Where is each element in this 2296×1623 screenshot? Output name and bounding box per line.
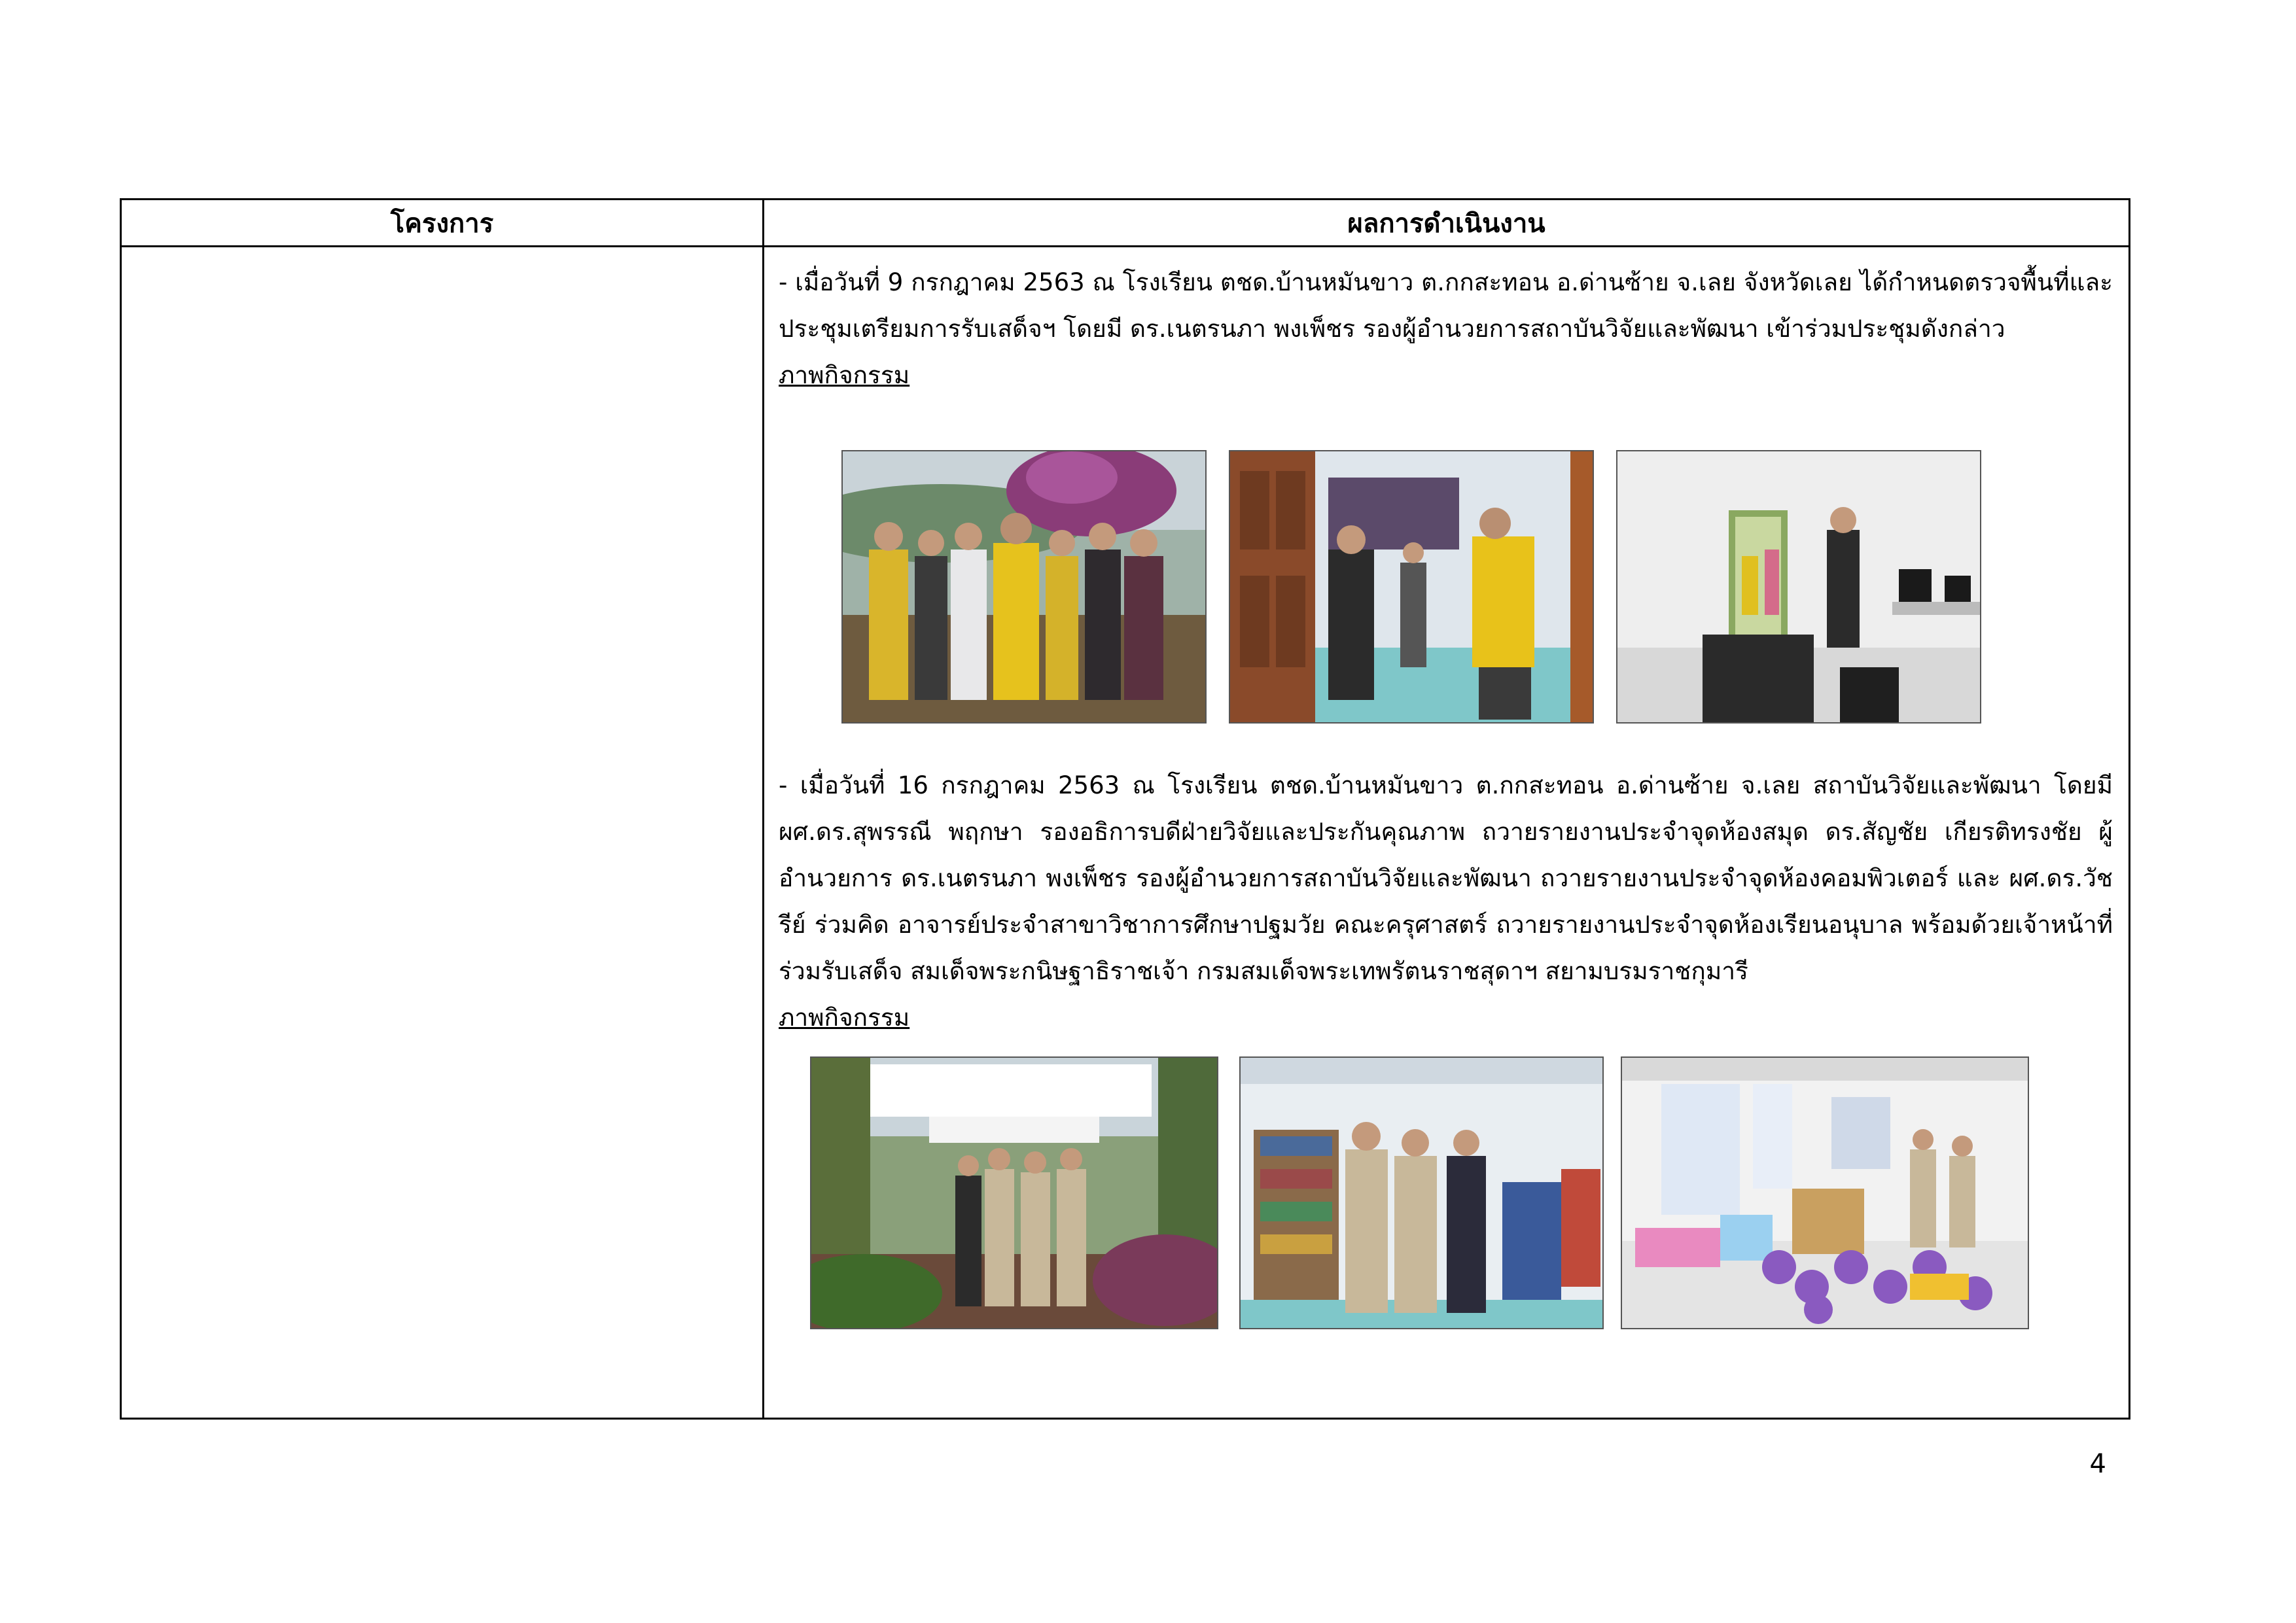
table-header-row xyxy=(121,200,2130,247)
table-row xyxy=(121,247,2130,1419)
section2-caption: ภาพกิจกรรม xyxy=(779,1003,910,1032)
header-project: โครงการ xyxy=(121,200,764,247)
activity-photo-doorway xyxy=(1229,450,1594,724)
result-cell xyxy=(764,247,2130,1419)
section1-photo-row xyxy=(779,398,2113,762)
header-result: ผลการดำเนินงาน xyxy=(764,200,2130,247)
activity-photo-group-outdoor xyxy=(841,450,1207,724)
page-number: 4 xyxy=(2089,1449,2106,1479)
activity-photo-library xyxy=(1239,1056,1604,1329)
section2-text: - เมื่อวันที่ 16 กรกฎาคม 2563 ณ โรงเรียน ตชด.บ้านหมันขาว ต.กกสะทอน อ.ด่านซ้าย จ.เลย สถาบันวิจัยและพัฒนา โดยมี ผศ.ดร.สุพรรณี พฤกษา รองอธิการบดีฝ่ายวิจัยและประกันคุณภาพ ถวายรายงานประจำจุดห้องสมุด ดร.สัญชัย เกียรติทรงชัย ผู้อำนวยการ ดร.เนตรนภา พงเพ็ชร รองผู้อำนวยการสถาบันวิจัยและพัฒนา ถวายรายงานประจำจุดห้องคอมพิวเตอร์ และ ผศ.ดร.วัชรีย์ ร่วมคิด อาจารย์ประจำสาขาวิชาการศึกษาปฐมวัย คณะครุศาสตร์ ถวายรายงานประจำจุดห้องเรียนอนุบาล พร้อมด้วยเจ้าหน้าที่ ร่วมรับเสด็จ สมเด็จพระกนิษฐาธิราชเจ้า กรมสมเด็จพระเทพรัตนราชสุดาฯ สยามบรมราชกุมารี xyxy=(779,771,2113,985)
activity-photo-kindergarten xyxy=(1621,1056,2029,1329)
section2-photo-row xyxy=(779,1041,2113,1355)
activity-photo-school-sign xyxy=(810,1056,1218,1329)
activity-photo-computer-room xyxy=(1616,450,1981,724)
section1-text: - เมื่อวันที่ 9 กรกฎาคม 2563 ณ โรงเรียน ตชด.บ้านหมันขาว ต.กกสะทอน อ.ด่านซ้าย จ.เลย จังหวัดเลย ได้กำหนดตรวจพื้นที่และประชุมเตรียมการรับเสด็จฯ โดยมี ดร.เนตรนภา พงเพ็ชร รองผู้อำนวยการสถาบันวิจัยและพัฒนา เข้าร่วมประชุมดังกล่าว xyxy=(779,268,2113,343)
report-table xyxy=(120,198,2130,1420)
project-cell xyxy=(121,247,764,1419)
section1-caption: ภาพกิจกรรม xyxy=(779,361,910,389)
